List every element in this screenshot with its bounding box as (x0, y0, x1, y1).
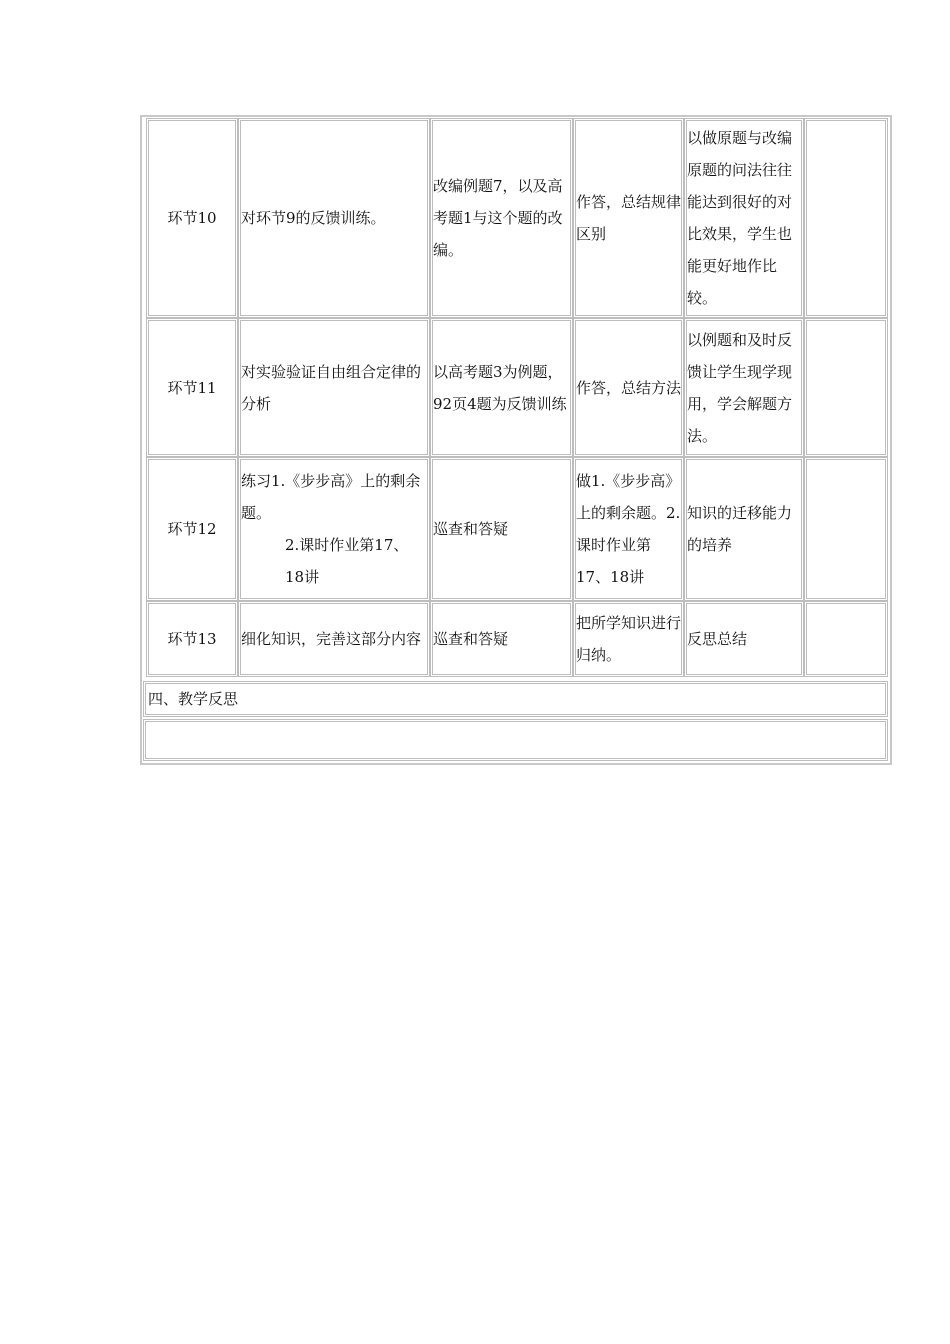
content-line-1: 练习1.《步步高》上的剩余题。 (241, 472, 421, 522)
row-12-intent (684, 457, 804, 601)
row-12-student (573, 457, 684, 601)
row-13-content (238, 601, 430, 677)
section-title: 四、教学反思 (143, 681, 888, 717)
content-text: 细化知识，完善这部分内容 (241, 630, 422, 648)
row-13-teacher (430, 601, 573, 677)
teacher-text: 巡查和答疑 (433, 630, 509, 648)
row-11-content (238, 318, 430, 457)
student-text: 把所学知识进行归纳。 (576, 614, 682, 664)
content-text: 对环节9的反馈训练。 (241, 209, 386, 227)
student-text: 作答，总结规律区别 (576, 193, 682, 243)
intent-text: 以例题和及时反馈让学生现学现用，学会解题方法。 (687, 330, 793, 445)
row-13-intent (684, 601, 804, 677)
row-13-student (573, 601, 684, 677)
row-12-teacher (430, 457, 573, 601)
stage-label: 环节12 (167, 520, 217, 538)
stage-label: 环节13 (167, 630, 217, 648)
row-10-student (573, 118, 684, 318)
row-11-student (573, 318, 684, 457)
teacher-text: 以高考题3为例题，92页4题为反馈训练 (433, 362, 567, 413)
student-text: 做1.《步步高》上的剩余题。2.课时作业第17、18讲 (576, 472, 681, 586)
student-text: 作答，总结方法 (576, 378, 682, 397)
row-10-stage (146, 118, 238, 318)
row-12-content (238, 457, 430, 601)
row-11-intent (684, 318, 804, 457)
section-body (143, 719, 888, 761)
stage-label: 环节10 (167, 209, 217, 227)
stage-label: 环节11 (167, 378, 217, 397)
content-text: 对实验验证自由组合定律的分析 (241, 362, 422, 413)
intent-text: 知识的迁移能力的培养 (687, 504, 793, 554)
content-line-2: 2.课时作业第17、18讲 (285, 536, 409, 586)
row-11-stage (146, 318, 238, 457)
intent-text: 反思总结 (687, 630, 748, 648)
row-11-extra (804, 318, 888, 457)
row-10-teacher (430, 118, 573, 318)
teacher-text: 巡查和答疑 (433, 520, 509, 538)
row-12-extra (804, 457, 888, 601)
content-text (241, 465, 427, 593)
teacher-text: 改编例题7，以及高考题1与这个题的改编。 (433, 177, 563, 259)
row-10-intent (684, 118, 804, 318)
row-10-content (238, 118, 430, 318)
row-13-extra (804, 601, 888, 677)
intent-text: 以做原题与改编原题的问法往往能达到很好的对比效果，学生也能更好地作比较。 (687, 129, 793, 307)
row-12-stage (146, 457, 238, 601)
row-11-teacher (430, 318, 573, 457)
row-13-stage (146, 601, 238, 677)
row-10-extra (804, 118, 888, 318)
